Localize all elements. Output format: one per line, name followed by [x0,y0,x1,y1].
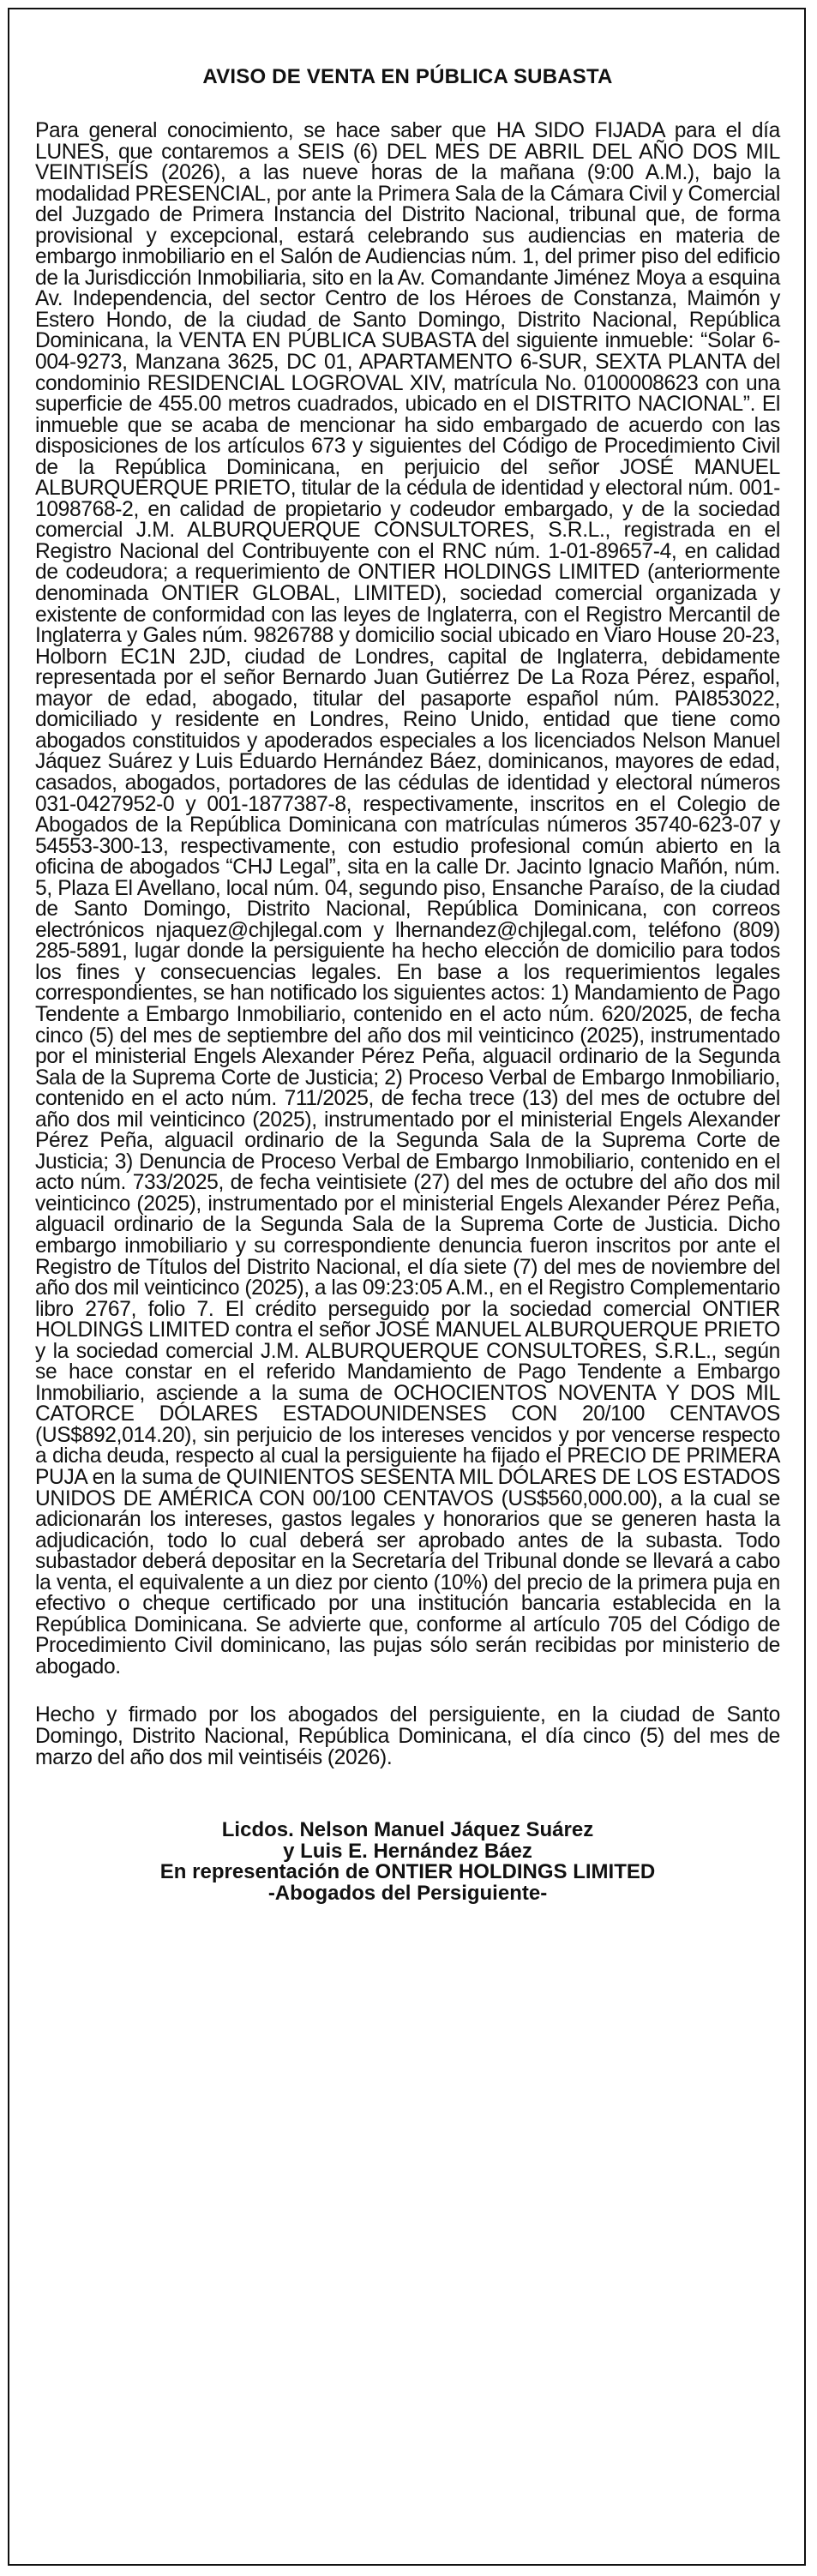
notice-frame [8,8,806,2566]
signature-lawyers-line2: y Luis E. Hernández Báez [283,1839,532,1863]
signature-block [35,1820,780,1904]
signature-lawyers-line1: Licdos. Nelson Manuel Jáquez Suárez [221,1818,594,1842]
notice-content [9,9,804,1904]
notice-closing: Hecho y firmado por los abogados del persiguiente, en la ciudad de Santo Domingo, Distrito Nacional, República Dominicana, el día cinco (5) del mes de marzo del año dos mil veintiséis (2026). [35,1703,780,1769]
signature-role: -Abogados del Persiguiente- [267,1881,548,1905]
signature-representation: En representación de ONTIER HOLDINGS LIMITED [159,1860,656,1884]
notice-body: Para general conocimiento, se hace saber que HA SIDO FIJADA para el día LUNES, que contaremos a SEIS (6) DEL MES DE ABRIL DEL AÑO DOS MIL VEINTISEÍS (2026), a las nueve horas de la mañana (9:00 A.M.), bajo la modalidad PRESENCIAL, por ante la Primera Sala de la Cámara Civil y Comercial del Juzgado de Primera Instancia del Distrito Nacional, tribunal que, de forma provisional y excepcional, estará celebrando sus audiencias en materia de embargo inmobiliario en el Salón de Audiencias núm. 1, del primer piso del edificio de la Jurisdicción Inmobiliaria, sito en la Av. Comandante Jiménez Moya a esquina Av. Independencia, del sector Centro de los Héroes de Constanza, Maimón y Estero Hondo, de la ciudad de Santo Domingo, Distrito Nacional, República Dominicana, la VENTA EN PÚBLICA SUBASTA del siguiente inmueble: “Solar 6-004-9273, Manzana 3625, DC 01, APARTAMENTO 6-SUR, SEXTA PLANTA del condominio RESIDENCIAL LOGROVAL XIV, matrícula No. 0100008623 con una superficie de 455.00 metros cuadrados, ubicado en el DISTRITO NACIONAL”. El inmueble que se acaba de mencionar ha sido embargado de acuerdo con las disposiciones de los artículos 673 y siguientes del Código de Procedimiento Civil de la República Dominicana, en perjuicio del señor JOSÉ MANUEL ALBURQUERQUE PRIETO, titular de la cédula de identidad y electoral núm. 001-1098768-2, en calidad de propietario y codeudor embargado, y de la sociedad comercial J.M. ALBURQUERQUE CONSULTORES, S.R.L., registrada en el Registro Nacional del Contribuyente con el RNC núm. 1-01-89657-4, en calidad de codeudora; a requerimiento de ONTIER HOLDINGS LIMITED (anteriormente denominada ONTIER GLOBAL, LIMITED), sociedad comercial organizada y existente de conformidad con las leyes de Inglaterra, con el Registro Mercantil de Inglaterra y Gales núm. 9826788 y domicilio social ubicado en Viaro House 20-23, Holborn EC1N 2JD, ciudad de Londres, capital de Inglaterra, debidamente representada por el señor Bernardo Juan Gutiérrez De La Roza Pérez, español, mayor de edad, abogado, titular del pasaporte español núm. PAI853022, domiciliado y residente en Londres, Reino Unido, entidad que tiene como abogados constituidos y apoderados especiales a los licenciados Nelson Manuel Jáquez Suárez y Luis Eduardo Hernández Báez, dominicanos, mayores de edad, casados, abogados, portadores de las cédulas de identidad y electoral números 031-0427952-0 y 001-1877387-8, respectivamente, inscritos en el Colegio de Abogados de la República Dominicana con matrículas números 35740-623-07 y 54553-300-13, respectivamente, con estudio profesional común abierto en la oficina de abogados “CHJ Legal”, sita en la calle Dr. Jacinto Ignacio Mañón, núm. 5, Plaza El Avellano, local núm. 04, segundo piso, Ensanche Paraíso, de la ciudad de Santo Domingo, Distrito Nacional, República Dominicana, con correos electrónicos njaquez@chjlegal.com y lhernandez@chjlegal.com, teléfono (809) 285-5891, lugar donde la persiguiente ha hecho elección de domicilio para todos los fines y consecuencias legales. En base a los requerimientos legales correspondientes, se han notificado los siguientes actos: 1) Mandamiento de Pago Tendente a Embargo Inmobiliario, contenido en el acto núm. 620/2025, de fecha cinco (5) del mes de septiembre del año dos mil veinticinco (2025), instrumentado por el ministerial Engels Alexander Pérez Peña, alguacil ordinario de la Segunda Sala de la Suprema Corte de Justicia; 2) Proceso Verbal de Embargo Inmobiliario, contenido en el acto núm. 711/2025, de fecha trece (13) del mes de octubre del año dos mil veinticinco (2025), instrumentado por el ministerial Engels Alexander Pérez Peña, alguacil ordinario de la Segunda Sala de la Suprema Corte de Justicia; 3) Denuncia de Proceso Verbal de Embargo Inmobiliario, contenido en el acto núm. 733/2025, de fecha veintisiete (27) del mes de octubre del año dos mil veinticinco (2025), instrumentado por el ministerial Engels Alexander Pérez Peña, alguacil ordinario de la Segunda Sala de la Suprema Corte de Justicia. Dicho embargo inmobiliario y su correspondiente denuncia fueron inscritos por ante el Registro de Títulos del Distrito Nacional, el día siete (7) del mes de noviembre del año dos mil veinticinco (2025), a las 09:23:05 A.M., en el Registro Complementario libro 2767, folio 7. El crédito perseguido por la sociedad comercial ONTIER HOLDINGS LIMITED contra el señor JOSÉ MANUEL ALBURQUERQUE PRIETO y la sociedad comercial J.M. ALBURQUERQUE CONSULTORES, S.R.L., según se hace constar en el referido Mandamiento de Pago Tendente a Embargo Inmobiliario, asciende a la suma de OCHOCIENTOS NOVENTA Y DOS MIL CATORCE DÓLARES ESTADOUNIDENSES CON 20/100 CENTAVOS (US$892,014.20), sin perjuicio de los intereses vencidos y por vencerse respecto a dicha deuda, respecto al cual la persiguiente ha fijado el PRECIO DE PRIMERA PUJA en la suma de QUINIENTOS SESENTA MIL DÓLARES DE LOS ESTADOS UNIDOS DE AMÉRICA CON 00/100 CENTAVOS (US$560,000.00), a la cual se adicionarán los intereses, gastos legales y honorarios que se generen hasta la adjudicación, todo lo cual deberá ser aprobado antes de la subasta. Todo subastador deberá depositar en la Secretaría del Tribunal donde se llevará a cabo la venta, el equivalente a un diez por ciento (10%) del precio de la primera puja en efectivo o cheque certificado por una institución bancaria establecida en la República Dominicana. Se advierte que, conforme al artículo 705 del Código de Procedimiento Civil dominicano, las pujas sólo serán recibidas por ministerio de abogado. [35,119,780,1678]
notice-title: AVISO DE VENTA EN PÚBLICA SUBASTA [202,65,613,88]
